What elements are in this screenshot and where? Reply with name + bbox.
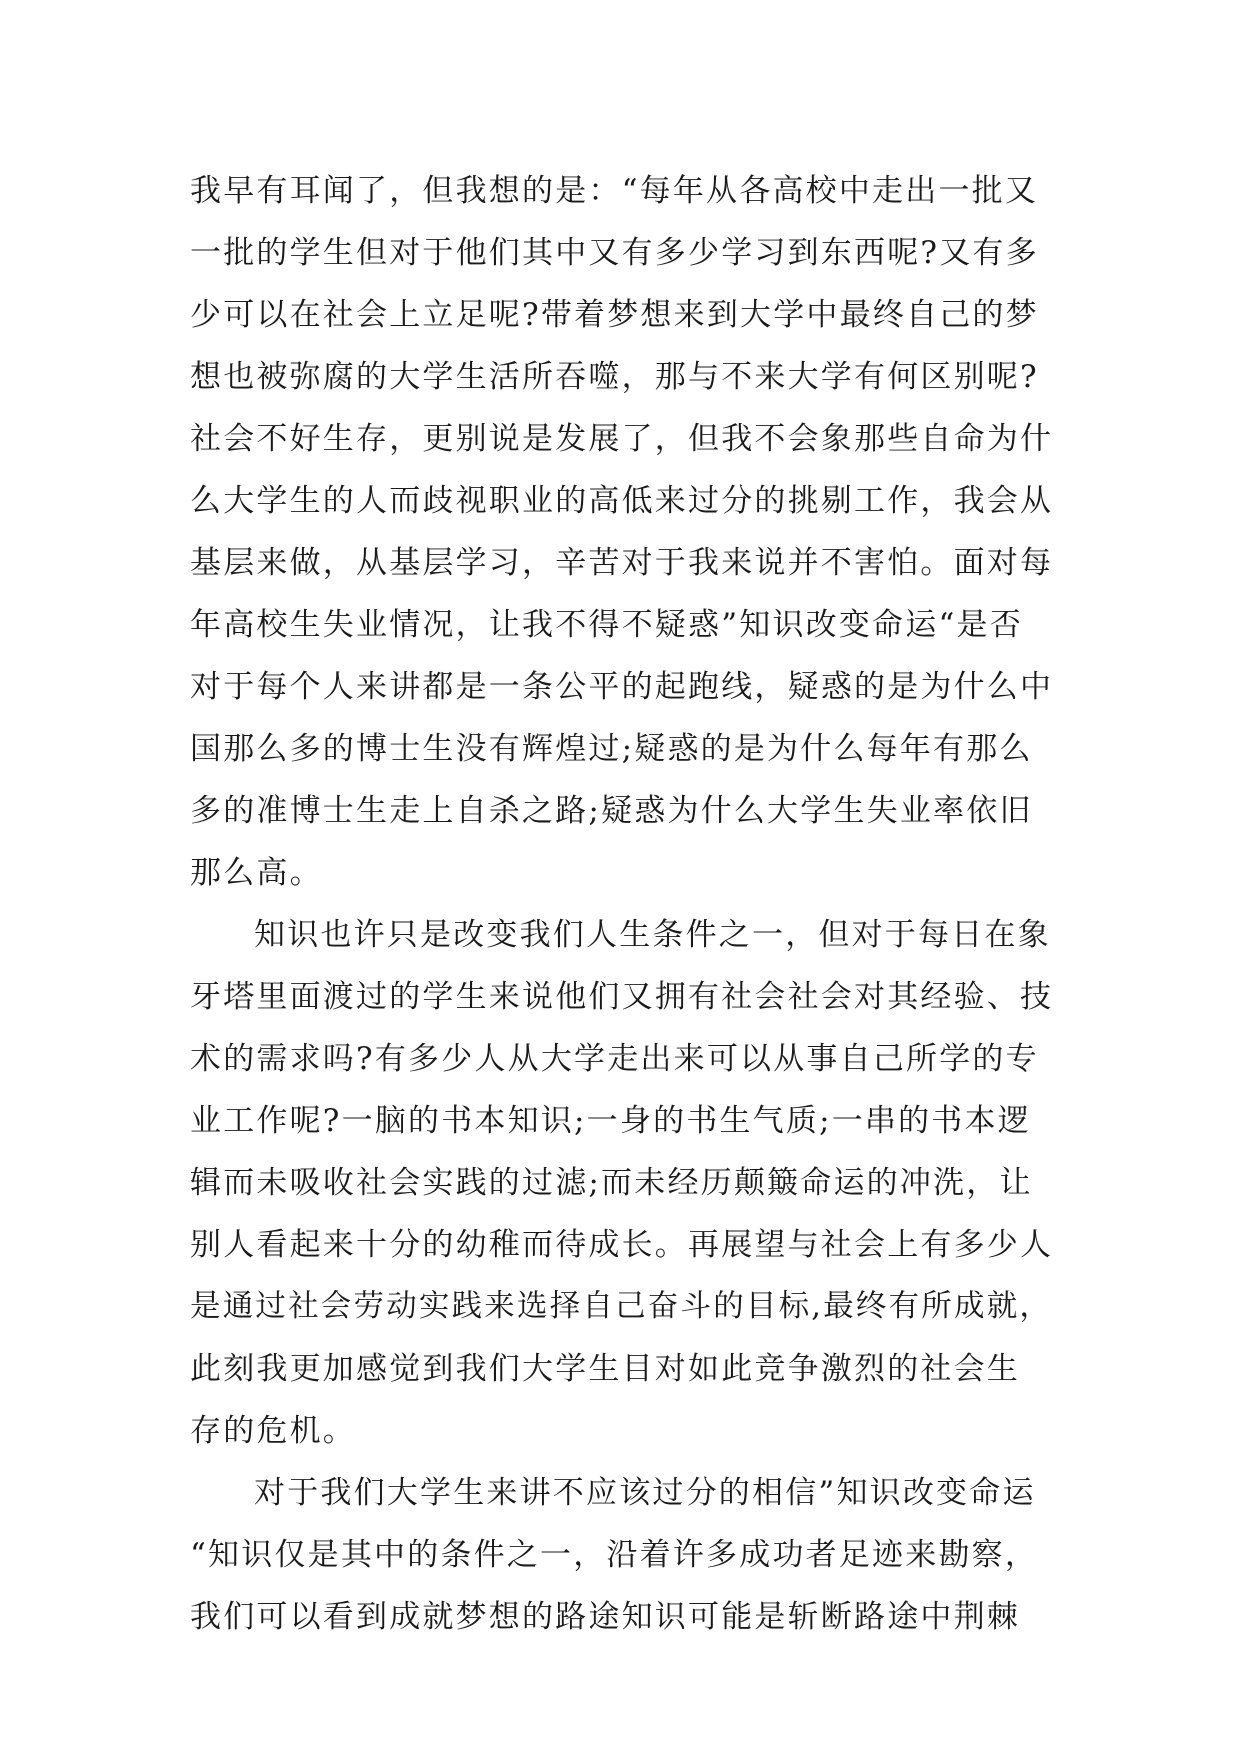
body-text: [190, 160, 1060, 1648]
text-line-indented: 知识也许只是改变我们人生条件之一，但对于每日在象: [254, 917, 1051, 953]
text-line: 想也被弥腐的大学生活所吞噬，那与不来大学有何区别呢?: [190, 359, 1039, 395]
text-line: 业工作呢?一脑的书本知识;一身的书生气质;一串的书本逻: [190, 1103, 1031, 1139]
text-line: 对于每个人来讲都是一条公平的起跑线，疑惑的是为什么中: [190, 669, 1054, 705]
text-line: 是通过社会劳动实践来选择自己奋斗的目标,最终有所成就，: [190, 1289, 1053, 1324]
text-line: 多的准博士生走上自杀之路;疑惑为什么大学生失业率依旧: [190, 793, 1033, 829]
text-line: 辑而未吸收社会实践的过滤;而未经历颠簸命运的冲洗，让: [190, 1165, 1033, 1201]
text-line: 别人看起来十分的幼稚而待成长。再展望与社会上有多少人: [190, 1227, 1054, 1263]
text-line: 社会不好生存，更别说是发展了，但我不会象那些自命为什: [190, 421, 1054, 457]
text-line: 我早有耳闻了，但我想的是：“每年从各高校中走出一批又: [190, 173, 1039, 209]
text-line: 一批的学生但对于他们其中又有多少学习到东西呢?又有多: [190, 235, 1039, 271]
text-line: “知识仅是其中的条件之一，沿着许多成功者足迹来勘察，: [190, 1537, 1039, 1573]
text-line-indented: 对于我们大学生来讲不应该过分的相信”知识改变命运: [254, 1475, 1036, 1511]
text-line: 我们可以看到成就梦想的路途知识可能是斩断路途中荆棘: [190, 1599, 1020, 1635]
text-line: 基层来做，从基层学习，辛苦对于我来说并不害怕。面对每: [190, 545, 1054, 581]
text-line: 此刻我更加感觉到我们大学生目对如此竞争激烈的社会生: [190, 1351, 1020, 1387]
paragraph-1: [190, 160, 1060, 904]
text-line: 存的危机。: [190, 1413, 356, 1449]
text-line: 么大学生的人而歧视职业的高低来过分的挑剔工作，我会从: [190, 483, 1054, 519]
text-line: 术的需求吗?有多少人从大学走出来可以从事自己所学的专: [190, 1041, 1039, 1077]
text-line: 年高校生失业情况，让我不得不疑惑”知识改变命运“是否: [190, 607, 1023, 643]
text-line: 那么高。: [190, 855, 323, 891]
paragraph-2: [190, 904, 1060, 1462]
paragraph-3: [190, 1462, 1060, 1648]
text-line: 国那么多的博士生没有辉煌过;疑惑的是为什么每年有那么: [190, 731, 1033, 767]
text-line: 少可以在社会上立足呢?带着梦想来到大学中最终自己的梦: [190, 297, 1039, 333]
text-line: 牙塔里面渡过的学生来说他们又拥有社会社会对其经验、技: [190, 979, 1054, 1015]
